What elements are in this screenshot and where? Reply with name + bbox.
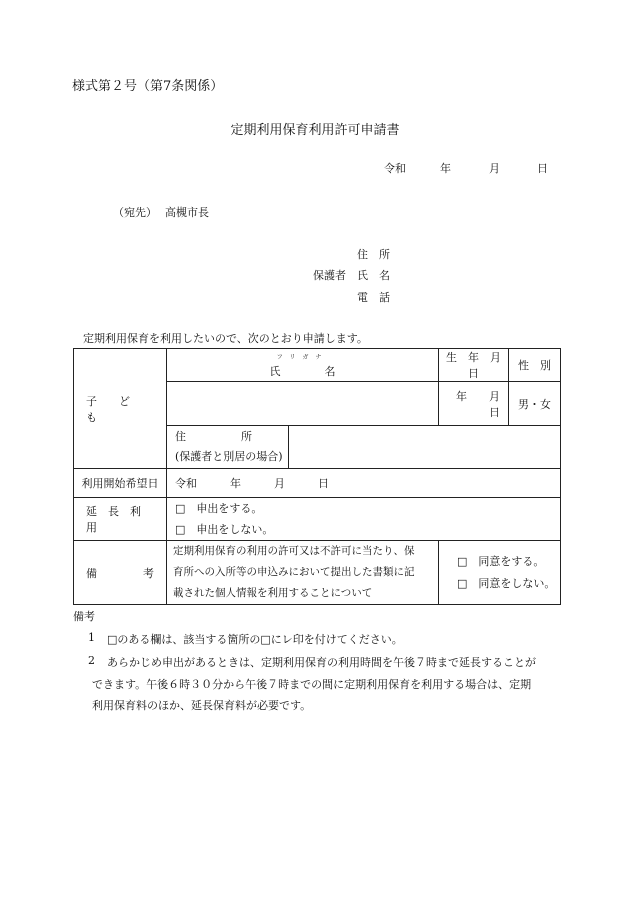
note-2-number: 2 <box>88 654 95 667</box>
lead-text: 定期利用保育を利用したいので、次のとおり申請します。 <box>83 332 368 345</box>
note-2-line: あらかじめ申出があるときは、定期利用保育の利用時間を午後７時まで延長することが <box>107 656 536 669</box>
consent-text-line: 育所への入所等の申込みにおいて提出した書類に記 <box>173 566 415 578</box>
extension-option-no-request[interactable]: □ 申出をしない。 <box>175 523 274 536</box>
child-address-label-cell <box>167 426 289 469</box>
start-date-field[interactable] <box>167 469 561 498</box>
child-name-label: 氏 名 <box>269 364 336 378</box>
child-address-note: (保護者と別居の場合) <box>175 450 283 463</box>
guardian-name-label: 氏 名 <box>357 269 390 282</box>
extension-option-request[interactable]: □ 申出をする。 <box>175 502 263 515</box>
extension-label: 延 長 利 用 <box>86 505 152 534</box>
child-label-cell <box>74 349 167 469</box>
sex-header <box>509 349 561 382</box>
start-date-label: 利用開始希望日 <box>81 477 159 490</box>
guardian-phone-label: 電 話 <box>357 291 390 304</box>
date-day: 日 <box>537 162 548 175</box>
date-era: 令和 <box>384 162 406 175</box>
remarks-label-right: 考 <box>143 566 154 580</box>
addressee-label: （宛先） <box>113 206 157 219</box>
child-label: 子 ど も <box>86 394 152 424</box>
dob-value: 年 月 日 <box>456 389 522 419</box>
sex-value: 男・女 <box>518 397 551 411</box>
note-1-number: 1 <box>88 631 95 644</box>
extension-options-cell <box>167 498 561 541</box>
note-2-line: できます。午後６時３０分から午後７時までの間に定期利用保育を利用する場合は、定期 <box>92 678 532 691</box>
application-table <box>73 348 561 605</box>
start-date-value: 令和 年 月 日 <box>175 477 329 490</box>
date-month: 月 <box>489 162 500 175</box>
addressee-name: 高槻市長 <box>165 206 209 219</box>
guardian-address-label: 住 所 <box>357 248 390 261</box>
extension-label-cell <box>74 498 167 541</box>
consent-text-line: 載された個人情報を利用することについて <box>173 587 373 599</box>
child-name-field[interactable] <box>167 382 439 426</box>
child-address-label: 住 所 <box>175 430 252 443</box>
consent-options-cell <box>439 541 561 605</box>
sex-field[interactable] <box>509 382 561 426</box>
dob-label: 生 年 月 日 <box>446 351 512 380</box>
remarks-label-left: 備 <box>86 566 97 580</box>
guardian-label: 保護者 <box>313 269 346 282</box>
dob-header <box>439 349 512 382</box>
form-number: 様式第２号（第7条関係） <box>72 79 224 94</box>
note-2-line: 利用保育料のほか、延長保育料が必要です。 <box>92 699 312 712</box>
remarks-label-cell <box>74 541 167 605</box>
consent-text-line: 定期利用保育の利用の許可又は不許可に当たり、保 <box>173 545 415 557</box>
dob-field[interactable] <box>439 382 522 426</box>
sex-label: 性 別 <box>518 359 551 372</box>
date-year: 年 <box>440 162 451 175</box>
child-name-header <box>167 349 439 382</box>
child-address-field[interactable] <box>289 426 561 469</box>
start-date-label-cell <box>74 469 167 498</box>
consent-option-agree[interactable]: □ 同意をする。 <box>457 554 545 568</box>
consent-text-cell <box>167 541 439 605</box>
furigana-label: フリガナ <box>276 353 329 361</box>
notes-title: 備考 <box>73 610 95 623</box>
document-title: 定期利用保育利用許可申請書 <box>230 123 400 138</box>
note-1-line: □のある欄は、該当する箇所の□にレ印を付けてください。 <box>107 633 403 646</box>
consent-option-disagree[interactable]: □ 同意をしない。 <box>457 576 556 590</box>
